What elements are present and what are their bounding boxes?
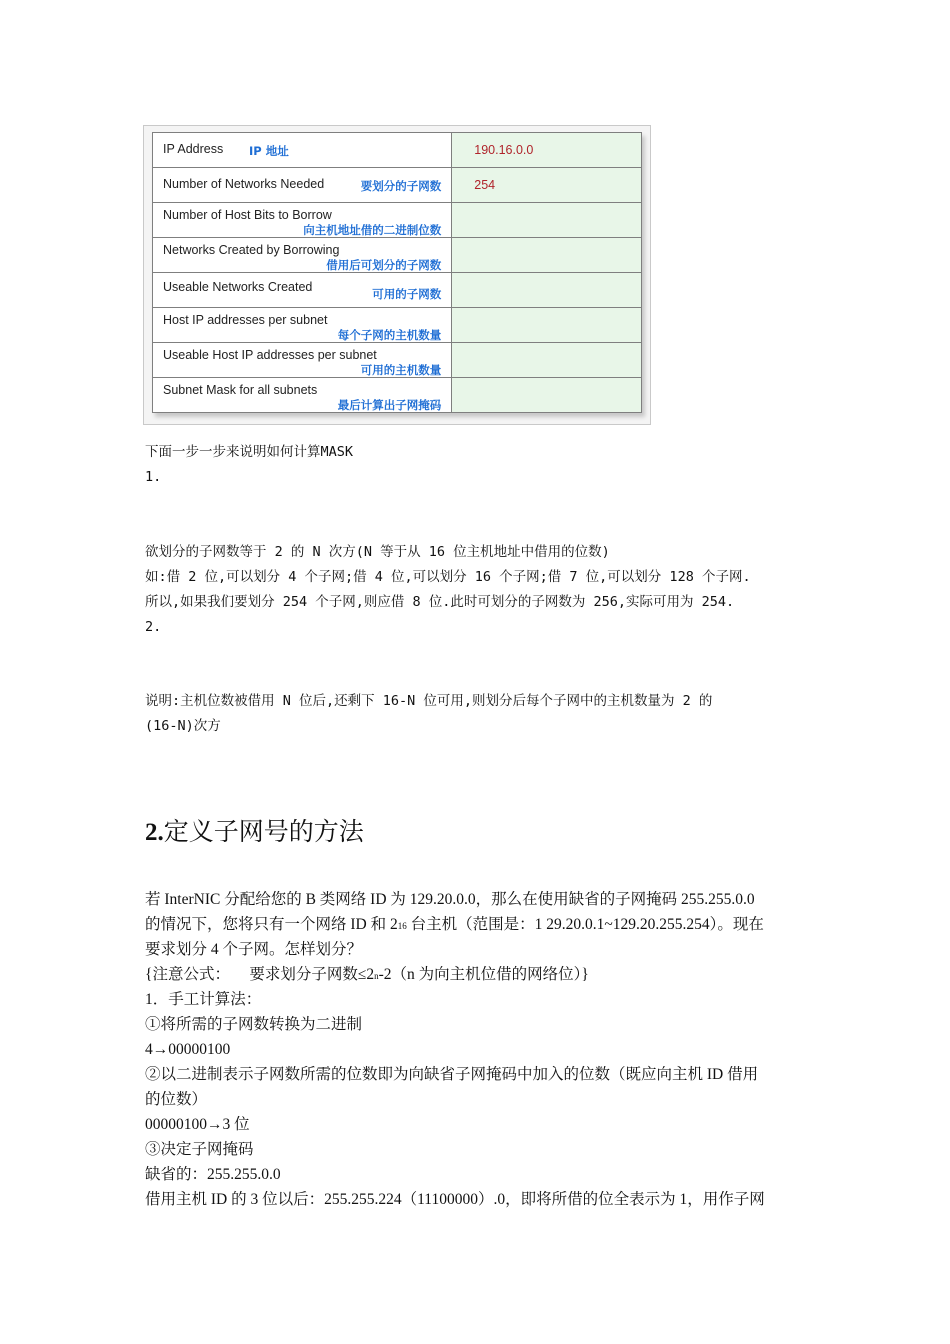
table-row [153, 308, 642, 343]
subnet-table [152, 132, 642, 413]
heading-number: 2. [145, 819, 164, 846]
text-run: 的情况下，您将只有一个网络 ID 和 2 [145, 916, 398, 933]
row-label-cell [153, 133, 452, 168]
paragraph-line: 如:借 2 位,可以划分 4 个子网;借 4 位,可以划分 16 个子网;借 7 位,可以划分 128 个子网. [145, 569, 751, 585]
row-value [452, 203, 642, 238]
row-value: 254 [452, 168, 642, 203]
row-label-en: Subnet Mask for all subnets [163, 383, 318, 397]
note-line: 说明:主机位数被借用 N 位后,还剩下 16-N 位可用,则划分后每个子网中的主机数量为 2 的 [145, 693, 713, 709]
step-line: 的位数） [145, 1091, 208, 1108]
method-title: 1．手工计算法： [145, 991, 262, 1008]
row-label-en: Networks Created by Borrowing [163, 243, 340, 257]
step-value: 借用主机 ID 的 3 位以后：255.255.224（11100000）.0，即将所借的位全表示为 1，用作子网 [145, 1191, 765, 1208]
table-row [153, 238, 642, 273]
paragraph-line: 所以,如果我们要划分 254 个子网,则应借 8 位.此时可划分的子网数为 256,实际可用为 254. [145, 594, 735, 610]
table-row [153, 133, 642, 168]
row-value [452, 378, 642, 413]
subnet-table-figure [143, 125, 651, 425]
row-label-en: Useable Host IP addresses per subnet [163, 348, 377, 362]
row-label-zh: 最后计算出子网掩码 [337, 398, 442, 412]
text-run: {注意公式： 要求划分子网数≤2 [145, 966, 375, 983]
table-row [153, 168, 642, 203]
row-label-en: Number of Networks Needed [163, 177, 325, 191]
text-run: -2（n 为向主机位借的网络位）} [378, 966, 589, 983]
step-value: 4→00000100 [145, 1041, 231, 1058]
exponent: n [374, 971, 379, 981]
row-label-cell [153, 168, 452, 203]
row-label-zh: 每个子网的主机数量 [337, 328, 442, 342]
row-label-cell [153, 343, 452, 378]
step-line: ①将所需的子网数转换为二进制 [145, 1016, 363, 1033]
row-label-zh: 向主机地址借的二进制位数 [303, 223, 442, 237]
paragraph-line: 若 InterNIC 分配给您的 B 类网络 ID 为 129.20.0.0，那么在使用缺省的子网掩码 255.255.0.0 [145, 891, 755, 908]
table-row [153, 343, 642, 378]
row-label-en: Number of Host Bits to Borrow [163, 208, 332, 222]
heading-text: 定义子网号的方法 [163, 819, 364, 846]
step-number: 1. [145, 469, 162, 485]
row-value [452, 238, 642, 273]
row-label-cell [153, 378, 452, 413]
table-row [153, 378, 642, 413]
section-heading [145, 812, 364, 848]
row-label-zh: 可用的子网数 [372, 287, 442, 301]
row-value [452, 308, 642, 343]
row-value [452, 273, 642, 308]
row-label-zh: 要划分的子网数 [360, 179, 442, 193]
intro-text: 下面一步一步来说明如何计算MASK [145, 444, 354, 460]
row-label-zh: IP 地址 [249, 144, 289, 158]
row-label-en: Useable Networks Created [163, 280, 313, 294]
row-label-cell [153, 308, 452, 343]
paragraph-line: 要求划分 4 个子网。怎样划分？ [145, 941, 363, 958]
exponent: 16 [397, 921, 407, 931]
step-value: 00000100→3 位 [145, 1116, 250, 1133]
step-line: ②以二进制表示子网数所需的位数即为向缺省子网掩码中加入的位数（既应向主机 ID 借用 [145, 1066, 759, 1083]
step-value: 缺省的：255.255.0.0 [145, 1166, 281, 1183]
table-row [153, 273, 642, 308]
row-label-cell [153, 273, 452, 308]
row-label-en: Host IP addresses per subnet [163, 313, 328, 327]
row-value: 190.16.0.0 [452, 133, 642, 168]
row-value [452, 343, 642, 378]
note-line: (16-N)次方 [145, 718, 221, 734]
row-label-cell [153, 203, 452, 238]
paragraph-line: 欲划分的子网数等于 2 的 N 次方(N 等于从 16 位主机地址中借用的位数) [145, 544, 610, 560]
text-run: 台主机（范围是：1 29.20.0.1~129.20.255.254）。现在 [406, 916, 764, 933]
formula-line [145, 962, 589, 989]
paragraph-line [145, 912, 764, 939]
table-row [153, 203, 642, 238]
step-line: ③决定子网掩码 [145, 1141, 254, 1158]
row-label-zh: 可用的主机数量 [360, 363, 442, 377]
row-label-en: IP Address [163, 142, 224, 156]
row-label-cell [153, 238, 452, 273]
row-label-zh: 借用后可划分的子网数 [326, 258, 442, 272]
step-number: 2. [145, 619, 162, 635]
